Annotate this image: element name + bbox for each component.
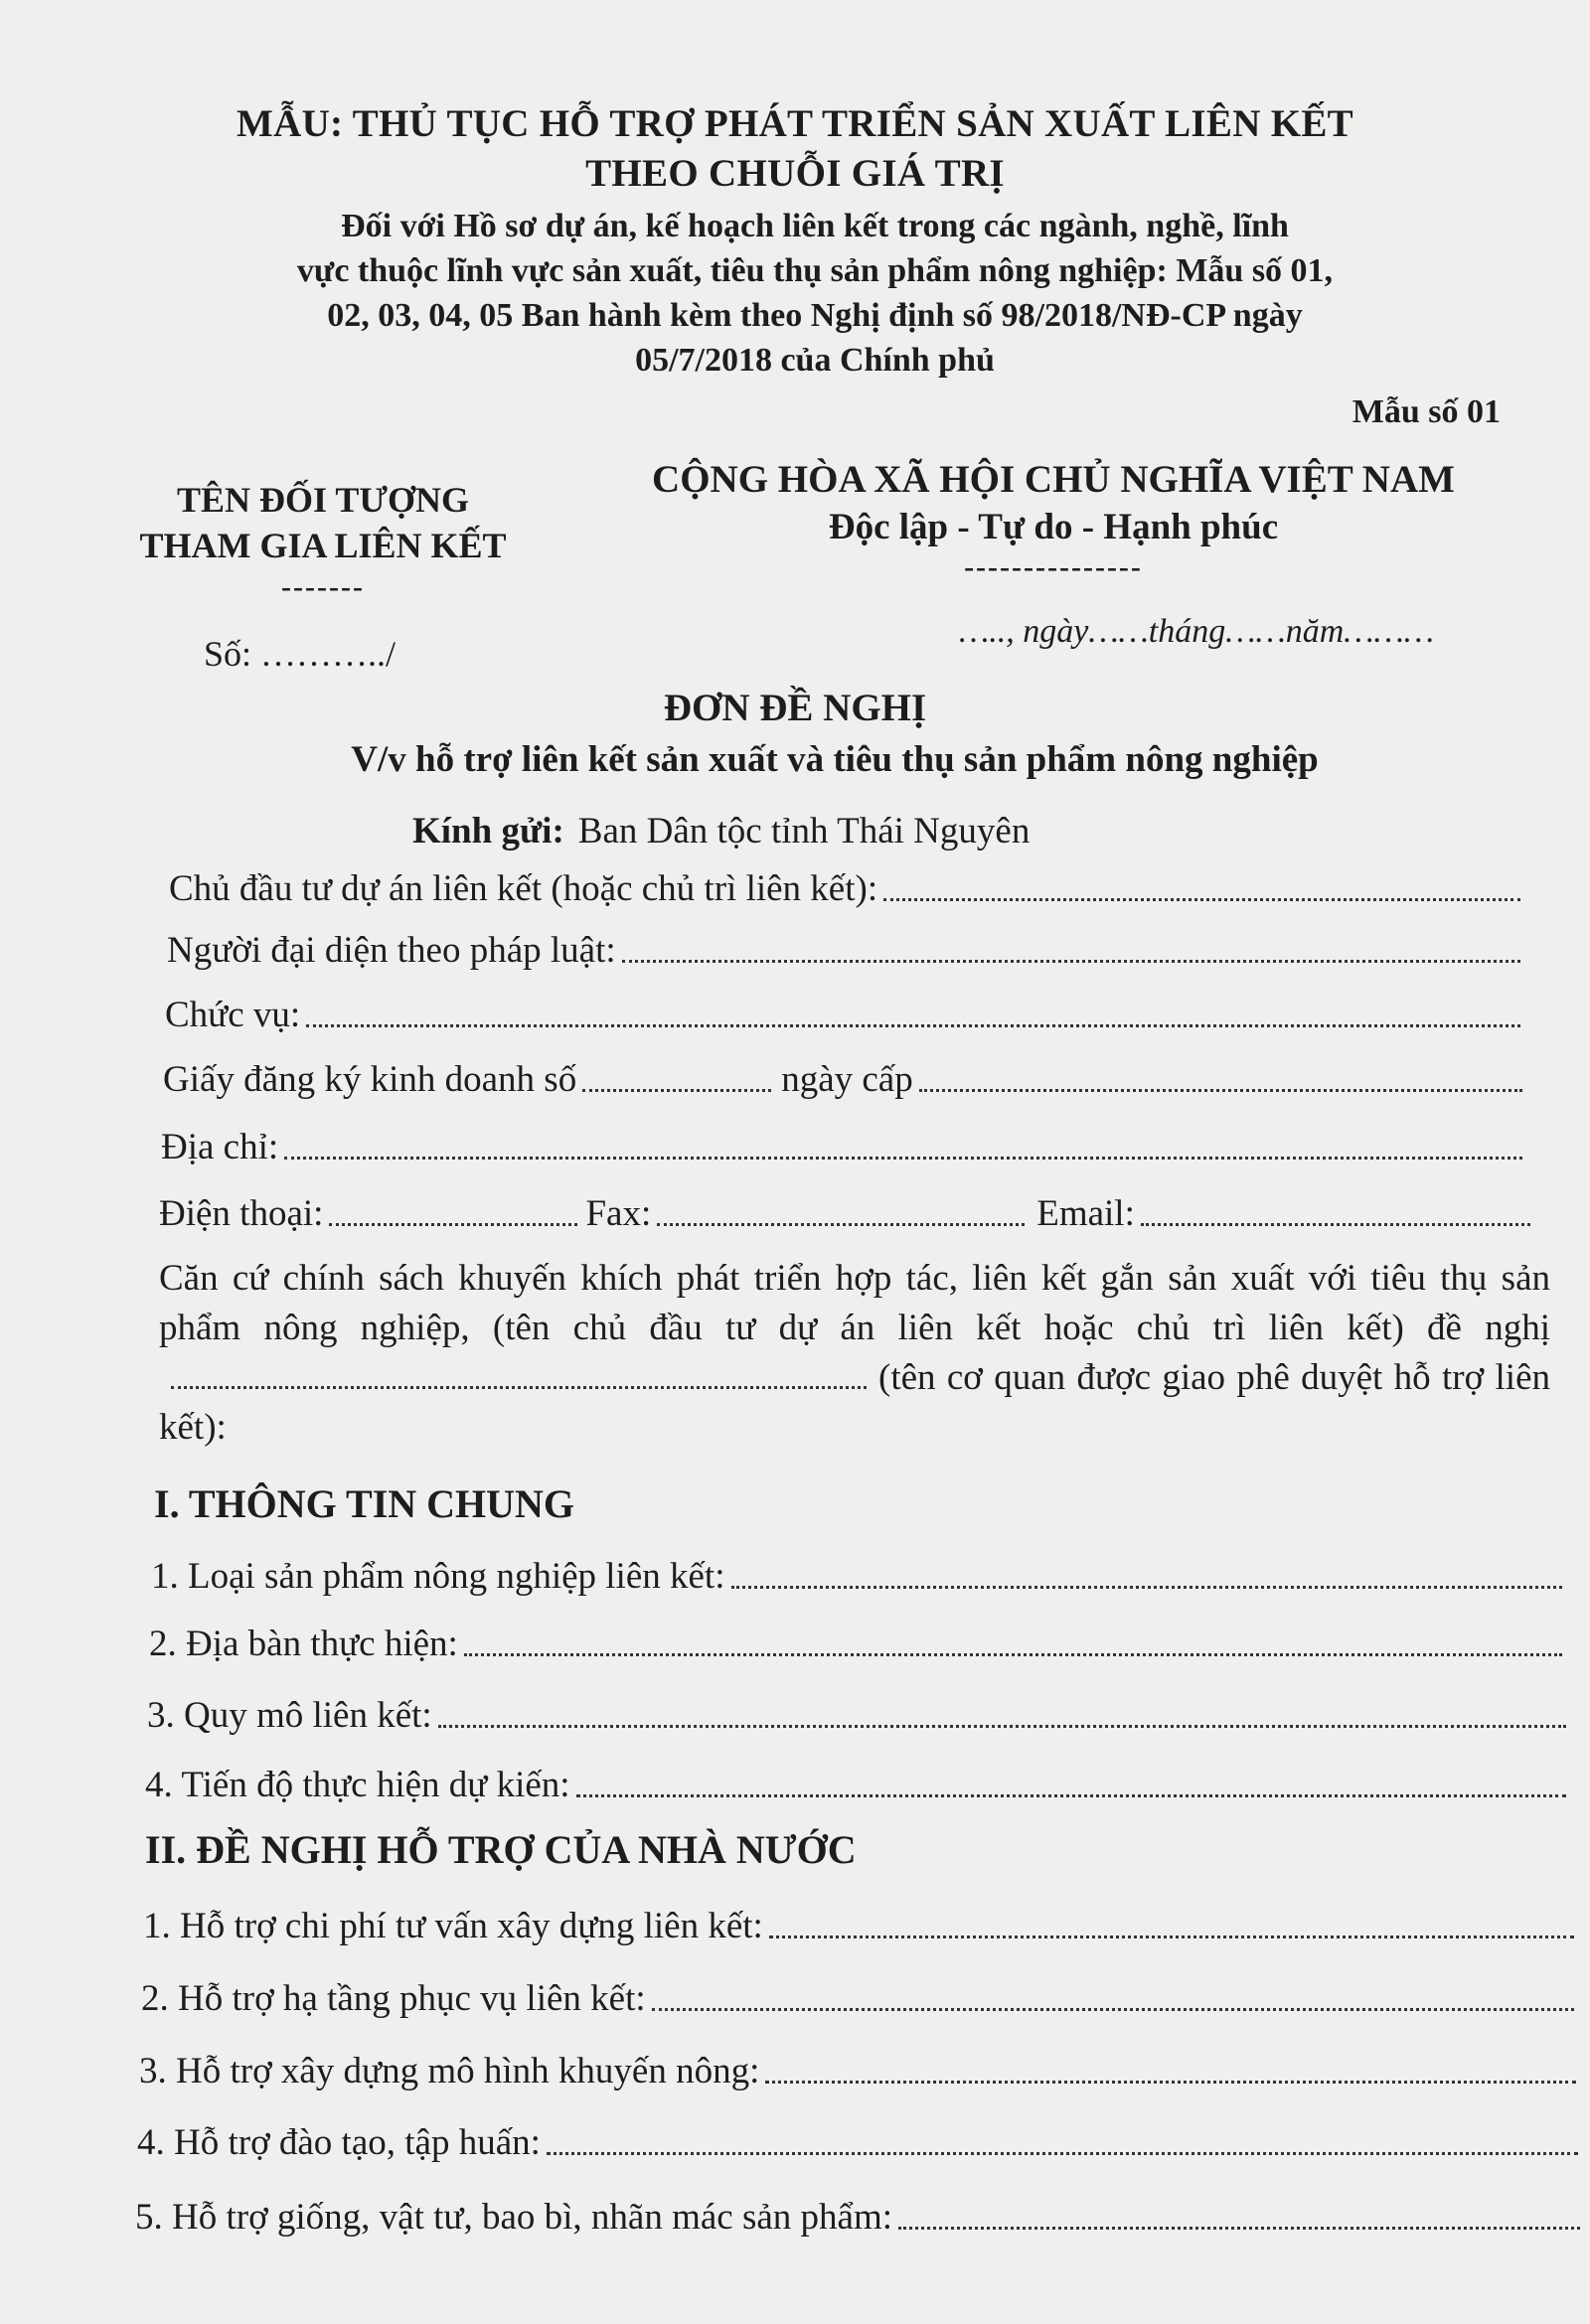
section-1-item-3-blank[interactable]	[438, 1725, 1566, 1728]
representative-blank[interactable]	[622, 960, 1520, 963]
document-subject: V/v hỗ trợ liên kết sản xuất và tiêu thụ sản phẩm nông nghiệp	[351, 739, 1319, 780]
section-2-item-2-label: 2. Hỗ trợ hạ tầng phục vụ liên kết:	[141, 1978, 646, 2019]
section-2-item-1-blank[interactable]	[769, 1936, 1574, 1938]
national-motto: Độc lập - Tự do - Hạnh phúc	[828, 507, 1279, 547]
business-license-label: Giấy đăng ký kinh doanh số	[163, 1059, 577, 1100]
org-line-1: TÊN ĐỐI TƯỢNG	[176, 480, 470, 520]
recipient-line	[412, 810, 1030, 852]
section-1-item-2-blank[interactable]	[464, 1653, 1562, 1656]
title-line-1: MẪU: THỦ TỤC HỖ TRỢ PHÁT TRIỂN SẢN XUẤT LIÊN KẾT	[237, 102, 1353, 145]
section-2-item-3-blank[interactable]	[765, 2081, 1576, 2084]
phone-label: Điện thoại:	[159, 1193, 324, 1234]
representative-label: Người đại diện theo pháp luật:	[167, 930, 616, 971]
fax-label: Fax:	[585, 1193, 652, 1234]
section-2-item-5-blank[interactable]	[898, 2227, 1580, 2230]
position-label: Chức vụ:	[165, 995, 301, 1035]
document-number-field[interactable]: Số: ………../	[204, 634, 397, 674]
organization-header	[89, 477, 556, 602]
address-blank[interactable]	[284, 1157, 1522, 1160]
section-1-item-2[interactable]	[149, 1618, 1562, 1665]
address-field[interactable]	[161, 1121, 1522, 1168]
email-label: Email:	[1036, 1193, 1135, 1234]
section-2-item-3[interactable]	[139, 2045, 1576, 2092]
section-2-item-2[interactable]	[141, 1972, 1574, 2020]
section-2-item-4[interactable]	[137, 2116, 1578, 2164]
section-2-item-1[interactable]	[143, 1900, 1574, 1947]
section-2-item-5-label: 5. Hỗ trợ giống, vật tư, bao bì, nhãn mác sản phẩm:	[135, 2197, 893, 2238]
note-line-2: vực thuộc lĩnh vực sản xuất, tiêu thụ sản phẩm nông nghiệp: Mẫu số 01,	[296, 252, 1334, 289]
business-license-field[interactable]	[163, 1053, 1522, 1101]
note-line-3: 02, 03, 04, 05 Ban hành kèm theo Nghị định số 98/2018/NĐ-CP ngày	[327, 297, 1303, 334]
section-1-item-1-blank[interactable]	[731, 1586, 1563, 1589]
national-name: CỘNG HÒA XÃ HỘI CHỦ NGHĨA VIỆT NAM	[652, 458, 1455, 501]
paragraph-part-1: Căn cứ chính sách khuyến khích phát triển hợp tác, liên kết gắn sản xuất với tiêu thụ sản phẩm nông nghiệp,	[159, 1258, 1550, 1348]
note-line-1: Đối với Hồ sơ dự án, kế hoạch liên kết trong các ngành, nghề, lĩnh	[341, 208, 1289, 244]
document-title: ĐƠN ĐỀ NGHỊ	[663, 687, 927, 729]
investor-blank[interactable]	[883, 898, 1520, 901]
paragraph-part-2: (tên chủ đầu tư dự án liên kết hoặc chủ trì liên kết) đề nghị	[492, 1308, 1551, 1348]
phone-blank[interactable]	[329, 1223, 577, 1226]
section-1-item-3[interactable]	[147, 1689, 1566, 1737]
form-number: Mẫu số 01	[1352, 393, 1501, 430]
section-1-item-4-label: 4. Tiến độ thực hiện dự kiến:	[145, 1765, 570, 1805]
issue-date-blank[interactable]	[919, 1089, 1522, 1092]
position-blank[interactable]	[306, 1024, 1520, 1027]
date-field[interactable]: ….., ngày……tháng……năm………	[959, 613, 1434, 650]
section-1-item-1-label: 1. Loại sản phẩm nông nghiệp liên kết:	[151, 1556, 725, 1597]
section-1-heading: I. THÔNG TIN CHUNG	[154, 1481, 575, 1526]
national-separator: ---------------	[964, 550, 1143, 583]
section-2-item-3-label: 3. Hỗ trợ xây dựng mô hình khuyến nông:	[139, 2051, 760, 2092]
section-1-item-3-label: 3. Quy mô liên kết:	[147, 1695, 432, 1736]
title-line-2: THEO CHUỖI GIÁ TRỊ	[585, 152, 1005, 195]
business-license-blank[interactable]	[582, 1089, 771, 1092]
agency-blank[interactable]	[171, 1374, 867, 1389]
recipient-label: Kính gửi:	[412, 811, 564, 852]
section-1-item-1[interactable]	[151, 1550, 1562, 1598]
section-2-item-2-blank[interactable]	[652, 2008, 1574, 2011]
section-1-item-2-label: 2. Địa bàn thực hiện:	[149, 1624, 458, 1664]
note-line-4: 05/7/2018 của Chính phủ	[635, 342, 995, 379]
national-header	[606, 455, 1501, 582]
position-field[interactable]	[165, 989, 1520, 1036]
section-2-heading: II. ĐỀ NGHỊ HỖ TRỢ CỦA NHÀ NƯỚC	[145, 1827, 857, 1872]
section-2-item-1-label: 1. Hỗ trợ chi phí tư vấn xây dựng liên kết:	[143, 1906, 763, 1946]
representative-field[interactable]	[167, 924, 1520, 972]
fax-blank[interactable]	[657, 1223, 1025, 1226]
request-paragraph	[159, 1254, 1550, 1453]
paragraph-part-3: (tên cơ quan được giao phê duyệt hỗ trợ liên kết):	[159, 1357, 1550, 1448]
org-separator: -------	[281, 570, 365, 603]
address-label: Địa chỉ:	[161, 1127, 279, 1167]
section-1-item-4-blank[interactable]	[576, 1794, 1566, 1797]
form-template-title	[199, 99, 1391, 199]
org-line-2: THAM GIA LIÊN KẾT	[139, 526, 507, 565]
section-2-item-5[interactable]	[135, 2191, 1580, 2239]
investor-field[interactable]	[169, 862, 1520, 910]
investor-label: Chủ đầu tư dự án liên kết (hoặc chủ trì liên kết):	[169, 868, 878, 909]
recipient-name: Ban Dân tộc tỉnh Thái Nguyên	[577, 811, 1031, 852]
section-1-item-4[interactable]	[145, 1759, 1566, 1806]
contact-field[interactable]	[159, 1187, 1530, 1235]
template-note	[169, 204, 1461, 383]
issue-date-label: ngày cấp	[781, 1059, 913, 1100]
section-2-item-4-blank[interactable]	[547, 2152, 1578, 2155]
section-2-item-4-label: 4. Hỗ trợ đào tạo, tập huấn:	[137, 2122, 541, 2163]
email-blank[interactable]	[1141, 1223, 1530, 1226]
